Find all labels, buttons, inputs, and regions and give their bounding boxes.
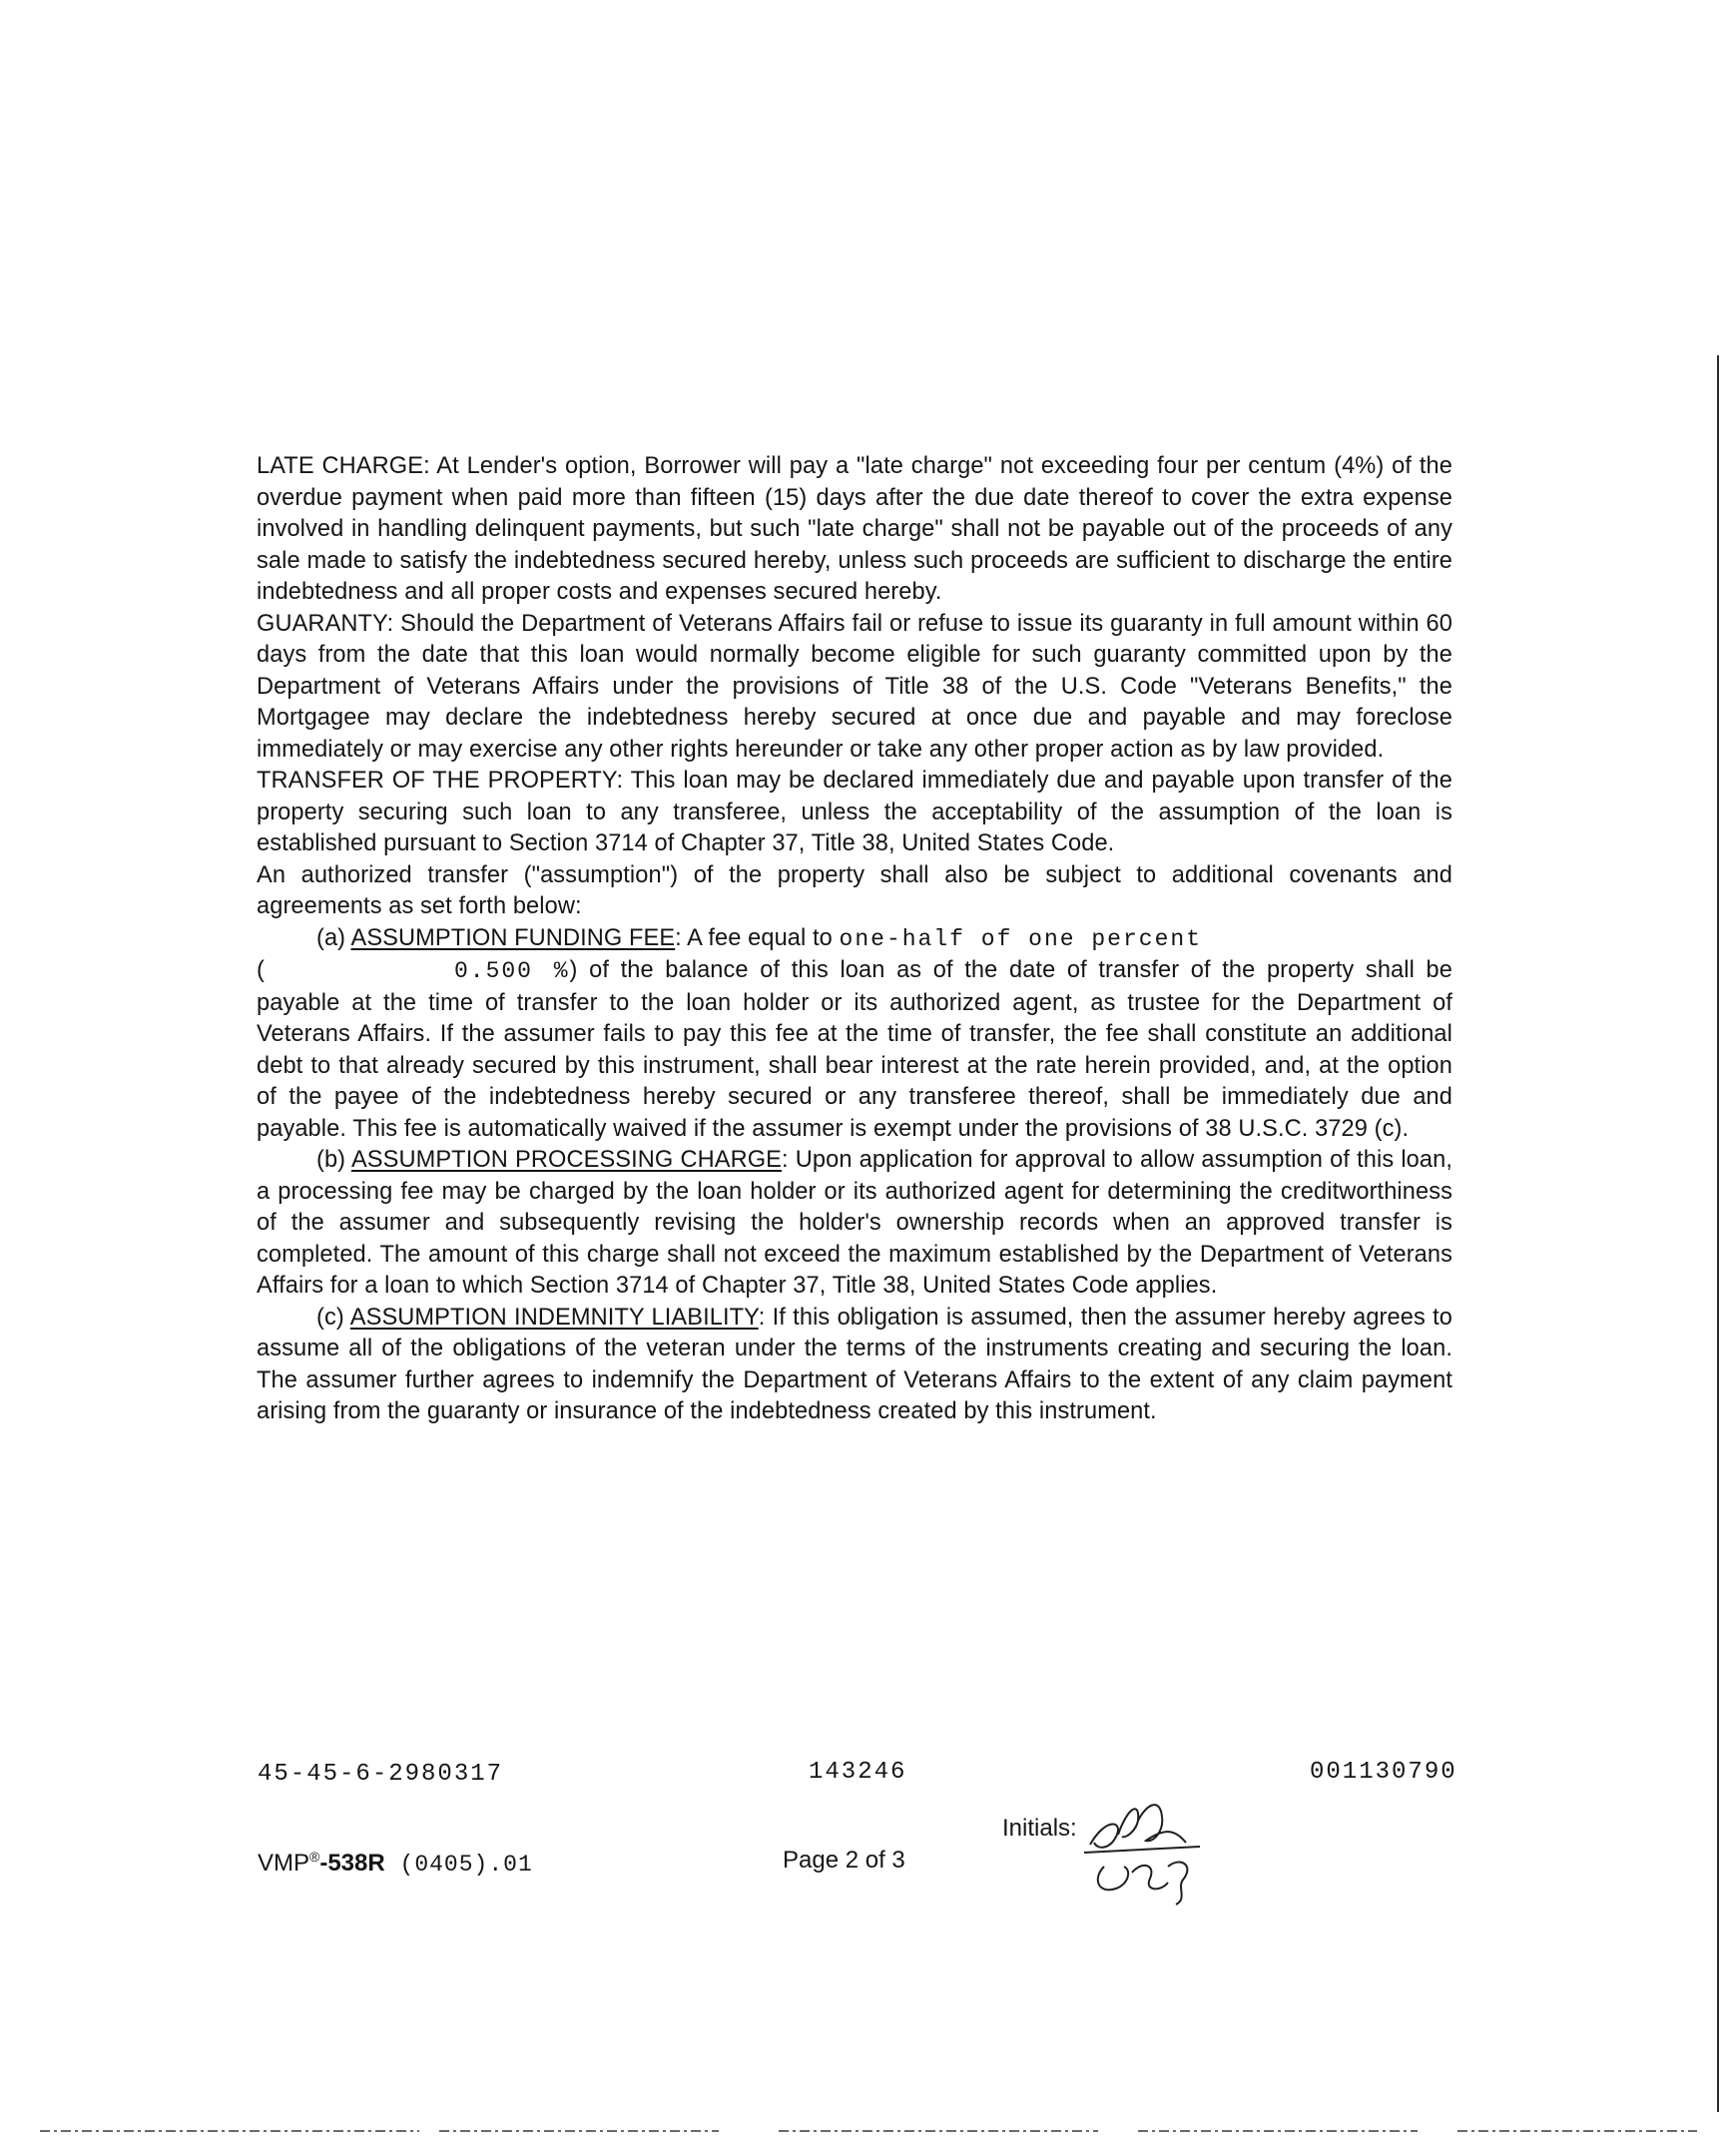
item-a-paragraph (257, 955, 1452, 1145)
center-number: 143246 (809, 1759, 907, 1786)
item-a-open-paren: ( (257, 957, 265, 983)
initials-label: Initials: (1002, 1815, 1077, 1842)
transfer-paragraph (257, 766, 1452, 860)
form-prefix: VMP (258, 1850, 310, 1877)
scan-bottom-edge (0, 2124, 1725, 2138)
transfer-heading: TRANSFER OF THE PROPERTY (257, 768, 617, 794)
item-a-first-line (257, 923, 1452, 956)
transfer-text: : This loan may be declared immediately due and payable upon transfer of the property securing such loan to any transferee, unless the acceptability of the assumption of the loan is established pursuant to Section 3714 of Chapter 37, Title 38, United States Code. (257, 768, 1452, 856)
guaranty-heading: GUARANTY (257, 610, 387, 637)
late-charge-paragraph (257, 451, 1452, 609)
item-a-text: ) of the balance of this loan as of the date of transfer of the property shall be payable at the time of transfer to the loan holder or its authorized agent, as trustee for the Department of Veterans Affairs. If the assumer fails to pay this fee at the time of transfer, the fee shall constitute an additional debt to that already secured by this instrument, shall bear interest at the rate herein provided, and, at the option of the payee of the indebtedness hereby secured or any transferee thereof, shall be immediately due and payable. This fee is automatically waived if the assumer is exempt under the provisions of 38 U.S.C. 3729 (c). (257, 957, 1452, 1142)
item-b-text: : Upon application for approval to allow assumption of this loan, a processing fee may be charged by the loan holder or its authorized agent for determining the creditworthiness of the assumer and subsequently revising the holder's ownership records when an approved transfer is completed. The amount of this charge shall not exceed the maximum established by the Department of Veterans Affairs for a loan to which Section 3714 of Chapter 37, Title 38, United States Code applies. (257, 1147, 1452, 1299)
item-c-paragraph (257, 1303, 1452, 1428)
guaranty-text: : Should the Department of Veterans Affairs fail or refuse to issue its guaranty in full amount within 60 days from the date that this loan would normally become eligible for such guaranty committed upon by the Department of Veterans Affairs under the provisions of Title 38 of the U.S. Code "Veterans Benefits," the Mortgagee may declare the indebtedness hereby secured at once due and payable and may foreclose immediately or may exercise any other rights hereunder or take any other proper action as by law provided. (257, 610, 1452, 763)
scan-right-edge (1717, 355, 1725, 2112)
form-registered-mark: ® (309, 1849, 320, 1865)
loan-number: 001130790 (1310, 1759, 1457, 1786)
page-number: Page 2 of 3 (783, 1847, 905, 1874)
item-b-prefix: (b) (316, 1147, 351, 1173)
authorized-transfer-paragraph: An authorized transfer ("assumption") of the property shall also be subject to additional covenants and agreements as set forth below: (257, 861, 1452, 919)
case-number: 45-45-6-2980317 (258, 1761, 504, 1788)
form-code: -538R (319, 1850, 385, 1877)
form-id (258, 1849, 533, 1878)
item-a-heading: ASSUMPTION FUNDING FEE (350, 924, 676, 951)
form-version: (0405).01 (384, 1852, 533, 1878)
document-body (257, 451, 1452, 1428)
item-b-heading: ASSUMPTION PROCESSING CHARGE (350, 1147, 783, 1173)
item-b-paragraph (257, 1145, 1452, 1303)
item-a-prefix: (a) (316, 924, 351, 951)
item-c-prefix: (c) (316, 1304, 350, 1331)
item-c-heading: ASSUMPTION INDEMNITY LIABILITY (349, 1304, 759, 1331)
late-charge-heading: LATE CHARGE (257, 453, 424, 479)
item-a-fee-percent: 0.500 % (453, 958, 570, 984)
guaranty-paragraph (257, 609, 1452, 767)
item-a-lead: : A fee equal to (675, 924, 840, 951)
initials-signature (1076, 1787, 1212, 1906)
late-charge-text: : At Lender's option, Borrower will pay a "late charge" not exceeding four per centum (4%) of the overdue payment when paid more than fifteen (15) days after the due date thereof to cover the extra expense involved in handling delinquent payments, but such "late charge" shall not be payable out of the proceeds of any sale made to satisfy the indebtedness secured hereby, unless such proceeds are sufficient to discharge the entire indebtedness and all proper costs and expenses secured hereby. (257, 453, 1453, 605)
item-a-fee-words: one-half of one percent (839, 925, 1202, 952)
item-c-text: : If this obligation is assumed, then the assumer hereby agrees to assume all of the obligations of the veteran under the terms of the instruments creating and securing the loan. The assumer further agrees to indemnify the Department of Veterans Affairs to the extent of any claim payment arising from the guaranty or insurance of the indebtedness created by this instrument. (257, 1304, 1452, 1424)
